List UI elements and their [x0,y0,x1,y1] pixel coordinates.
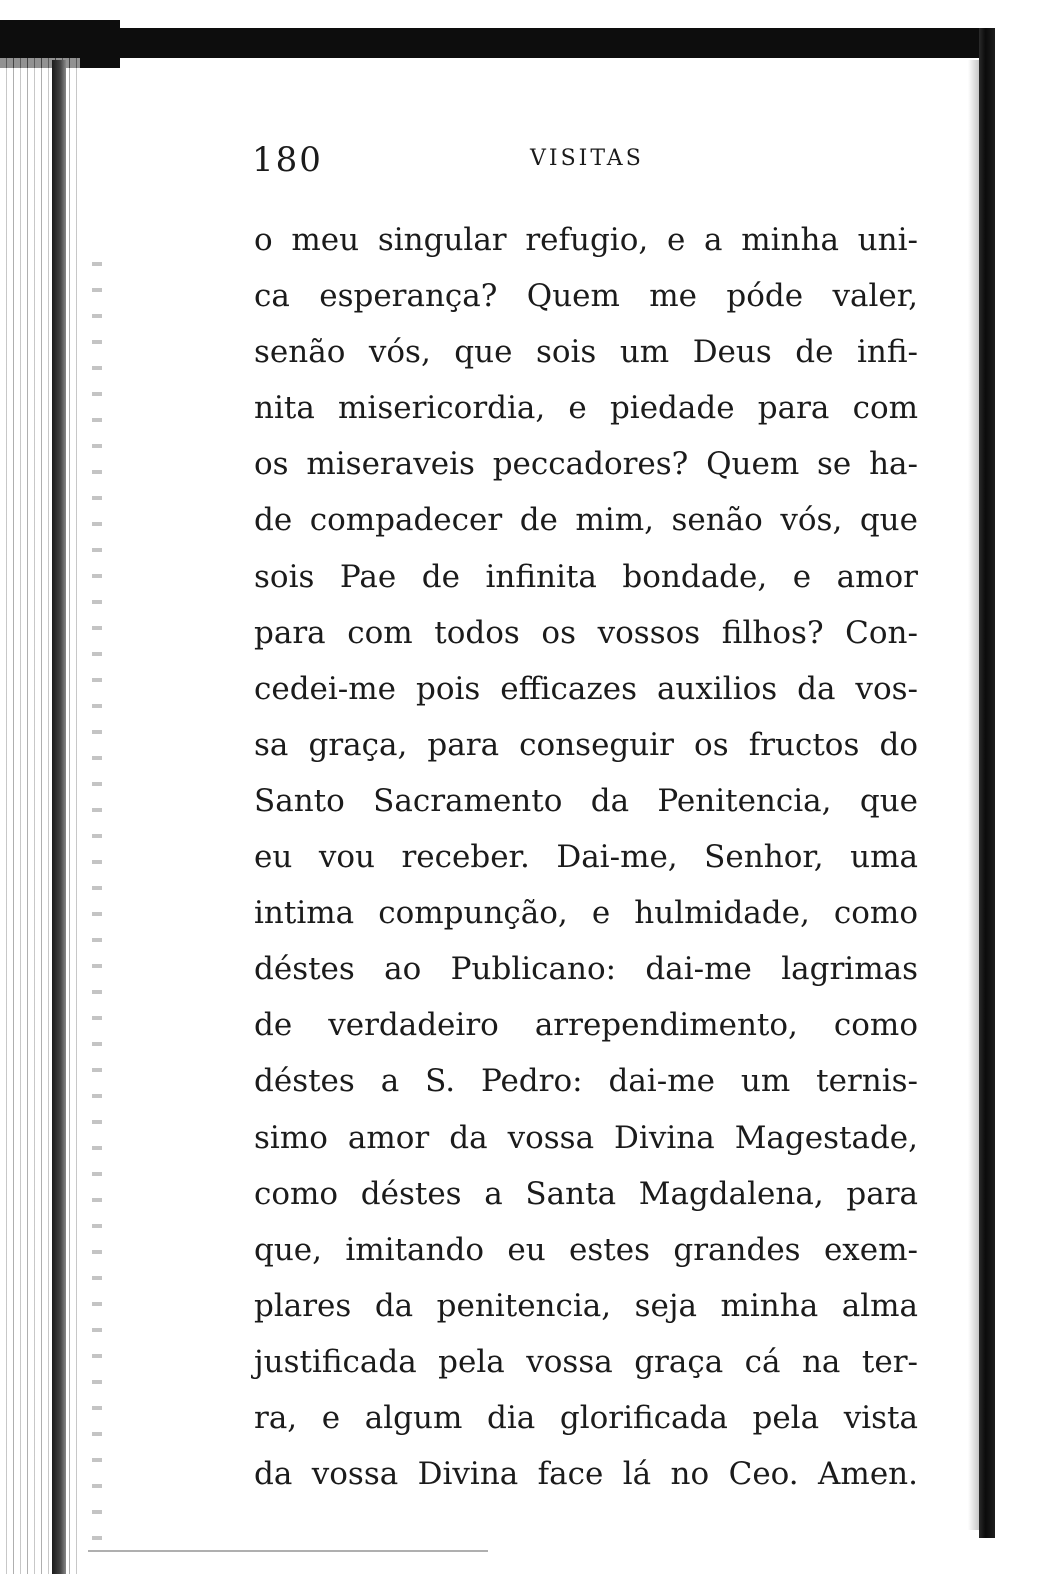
text-line: os miseraveis peccadores? Quem se ha- [254,446,918,483]
text-line: simo amor da vossa Divina Magestade, [254,1119,918,1156]
text-line: ra, e algum dia glorificada pela vista [254,1399,918,1436]
text-line: senão vós, que sois um Deus de infi- [254,334,918,371]
body-text [254,212,918,1502]
text-line: intima compunção, e hulmidade, como [254,895,918,932]
text-line: como déstes a Santa Magdalena, para [254,1175,918,1212]
text-line: o meu singular refugio, e a minha uni- [254,222,918,258]
text-line: justificada pela vossa graça cá na ter- [254,1343,918,1380]
text-line: da vossa Divina face lá no Ceo. Amen. [254,1456,918,1493]
scan-border-right [979,28,995,1538]
scan-border-top [0,28,995,58]
text-line: eu vou receber. Dai-me, Senhor, uma [254,839,918,876]
scan-noise [92,240,102,1560]
text-line: sois Pae de infinita bondade, e amor [254,558,918,595]
text-line: de verdadeiro arrependimento, como [254,1007,918,1044]
text-line: sa graça, para conseguir os fructos do [254,726,918,763]
text-line: ca esperança? Quem me póde valer, [254,278,918,315]
text-line: de compadecer de mim, senão vós, que [254,502,918,539]
text-line: plares da penitencia, seja minha alma [254,1287,918,1324]
text-line: para com todos os vossos filhos? Con- [254,614,918,651]
running-title: VISITAS [530,146,644,171]
text-line: déstes ao Publicano: dai-me lagrimas [254,951,918,988]
scan-border-left [0,58,80,1574]
page-number: 180 [252,140,323,180]
text-line: nita misericordia, e piedade para com [254,390,918,427]
text-line: déstes a S. Pedro: dai-me um ternis- [254,1063,918,1100]
scan-border-bottom [88,1550,488,1552]
text-line: cedei-me pois efficazes auxilios da vos- [254,670,918,707]
text-line: que, imitando eu estes grandes exem- [254,1231,918,1268]
text-line: Santo Sacramento da Penitencia, que [254,782,918,819]
running-head [252,140,912,180]
page-gutter-shadow [52,60,66,1574]
